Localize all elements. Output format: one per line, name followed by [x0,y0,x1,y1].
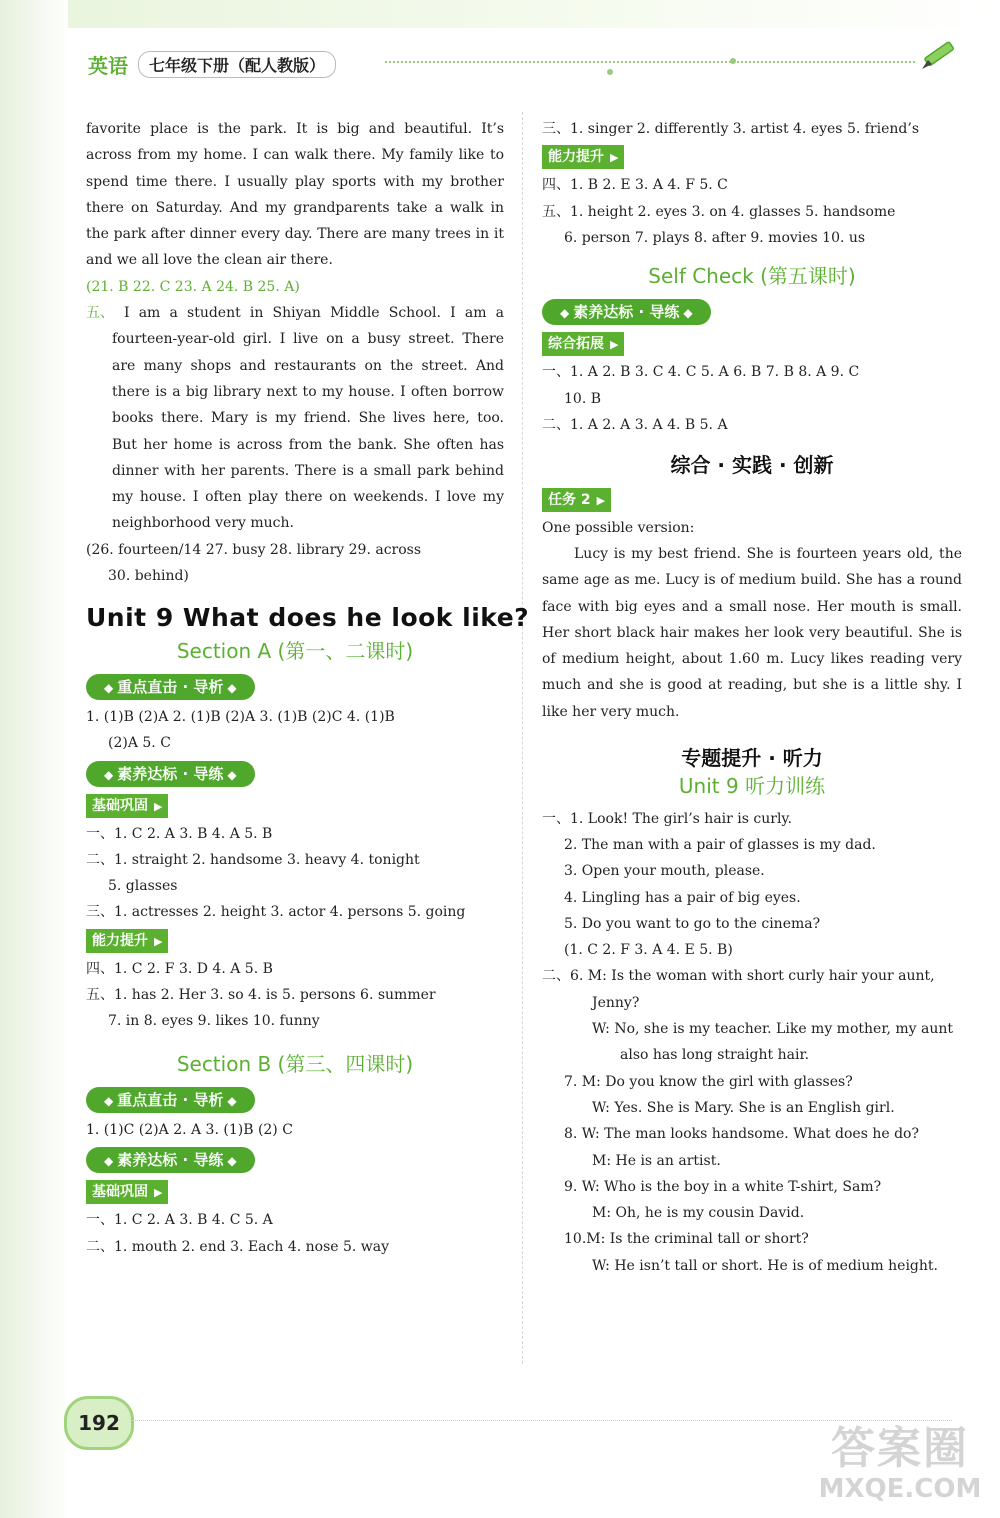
footer-divider [132,1420,952,1421]
script-line: M: He is an artist. [592,1152,721,1169]
tag-basic: 基础巩固 ▶ [86,794,168,818]
header-subject: 英语 [88,53,128,78]
left-edge-band [0,0,68,1518]
script-line: 8. W: The man looks handsome. What does he do? [564,1126,919,1143]
answer-line: 二、1. straight 2. handsome 3. heavy 4. tonight [86,851,420,868]
script-line: 7. M: Do you know the girl with glasses? [564,1073,853,1090]
passage-five [86,300,504,537]
section-label: 五、 [86,305,114,322]
column-divider [522,112,523,1364]
script-line: 二、6. M: Is the woman with short curly hair your aunt, [542,968,935,985]
answer-line: 三、1. actresses 2. height 3. actor 4. persons 5. going [86,904,466,921]
script-line: 9. W: Who is the boy in a white T-shirt, Sam? [564,1178,882,1195]
answer-line: (21. B 22. C 23. A 24. B 25. A) [86,278,300,295]
answer-line: 一、1. A 2. B 3. C 4. C 5. A 6. B 7. B 8. A 9. C [542,364,860,381]
self-check-title: Self Check (第五课时) [648,264,856,289]
page-header [88,48,336,80]
script-line: W: He isn’t tall or short. He is of medium height. [592,1257,938,1274]
script-line: M: Oh, he is my cousin David. [592,1205,805,1222]
watermark-text: 答案圈 [831,1423,969,1474]
unit-title: Unit 9 What does he look like? [86,603,530,633]
answer-line: (26. fourteen/14 27. busy 28. library 29. across [86,541,422,558]
answer-line: 三、1. singer 2. differently 3. artist 4. eyes 5. friend’s [542,121,920,137]
banner-key-points: ◆ 重点直击 · 导析 ◆ [86,1087,255,1113]
tag-comprehensive: 综合拓展 ▶ [542,332,624,356]
right-column [542,116,962,1279]
heading-practice: 综合 · 实践 · 创新 [670,453,834,478]
page-number: 192 [64,1396,134,1450]
banner-literacy: ◆ 素养达标 · 导练 ◆ [86,761,255,787]
header-dot [607,69,613,75]
possible-version-label: One possible version: [542,519,695,536]
answer-line: 1. (1)C (2)A 2. A 3. (1)B (2) C [86,1121,293,1138]
answer-line: (2)A 5. C [108,735,171,752]
script-line: W: No, she is my teacher. Like my mother, my aunt [592,1021,954,1038]
tag-ability: 能力提升 ▶ [542,145,624,169]
script-line: W: Yes. She is Mary. She is an English girl. [592,1099,895,1116]
header-divider [385,61,915,63]
passage-paragraph: I am a student in Shiyan Middle School. I am a fourteen-year-old girl. I live on a busy street. There are many shops and restaurants on the street. And there is a big library next to my house. I often borrow books there. Mary is my friend. She lives here, too. But her home is across from the bank. She often has dinner with her parents. There is a small park behind my house. I often play there on weekends. I love my neighborhood very much. [112,305,504,532]
tag-basic: 基础巩固 ▶ [86,1180,168,1204]
essay-paragraph: Lucy is my best friend. She is fourteen years old, the same age as me. Lucy is of medium build. She has a round face with big eyes and a small nose. Her mouth is small. Her short black hair makes her look very beautiful. She is of medium height, about 1.60 m. Lucy likes reading very much and she is good at reading, but she is a little shy. I like her very much. [542,545,962,720]
watermark-logo [810,1424,990,1504]
left-column [86,116,530,1260]
header-dot [730,58,736,64]
answer-line: 四、1. B 2. E 3. A 4. F 5. C [542,177,728,194]
banner-literacy: ◆ 素养达标 · 导练 ◆ [542,299,711,325]
banner-key-points: ◆ 重点直击 · 导析 ◆ [86,674,255,700]
header-grade: 七年级下册（配人教版） [138,51,336,78]
heading-listening: 专题提升 · 听力 [681,746,823,771]
answer-line: 一、1. C 2. A 3. B 4. A 5. B [86,825,273,842]
answer-line: 6. person 7. plays 8. after 9. movies 10. us [564,229,866,246]
answer-line: 二、1. mouth 2. end 3. Each 4. nose 5. way [86,1238,390,1255]
script-line: Jenny? [592,994,640,1011]
answer-line: 7. in 8. eyes 9. likes 10. funny [108,1013,320,1030]
script-line: 5. Do you want to go to the cinema? [564,915,821,932]
answer-line: (1. C 2. F 3. A 4. E 5. B) [564,942,733,959]
answer-line: 五、1. height 2. eyes 3. on 4. glasses 5. handsome [542,203,896,220]
top-band [0,0,1000,28]
script-line: also has long straight hair. [620,1047,810,1064]
pencil-icon [918,36,958,72]
script-line: 10.M: Is the criminal tall or short? [564,1231,809,1248]
answer-line: 30. behind) [108,568,189,585]
answer-line: 五、1. has 2. Her 3. so 4. is 5. persons 6. summer [86,987,436,1004]
listening-title: Unit 9 听力训练 [678,774,826,799]
answer-line: 1. (1)B (2)A 2. (1)B (2)A 3. (1)B (2)C 4. (1)B [86,708,395,725]
section-b-title: Section B (第三、四课时) [176,1051,414,1076]
script-line: 3. Open your mouth, please. [564,863,765,880]
answer-line: 四、1. C 2. F 3. D 4. A 5. B [86,960,273,977]
section-a-title: Section A (第一、二课时) [176,638,414,663]
passage-paragraph: favorite place is the park. It is big and beautiful. It’s across from my home. I can walk there. My family like to spend time there. I usually play sports with my brother there on Saturday. And my grandparents take a walk in the park after dinner every day. There are many trees in it and we all love the clean air there. [86,121,504,269]
answer-line: 5. glasses [108,878,178,895]
answer-line: 一、1. C 2. A 3. B 4. C 5. A [86,1212,273,1229]
watermark-url: MXQE.COM [818,1474,982,1504]
script-line: 一、1. Look! The girl’s hair is curly. [542,810,792,827]
tag-task: 任务 2 ▶ [542,488,611,512]
script-line: 4. Lingling has a pair of big eyes. [564,889,801,906]
script-line: 2. The man with a pair of glasses is my dad. [564,836,876,853]
answer-line: 二、1. A 2. A 3. A 4. B 5. A [542,417,728,434]
tag-ability: 能力提升 ▶ [86,929,168,953]
answer-line: 10. B [564,390,602,407]
banner-literacy: ◆ 素养达标 · 导练 ◆ [86,1147,255,1173]
